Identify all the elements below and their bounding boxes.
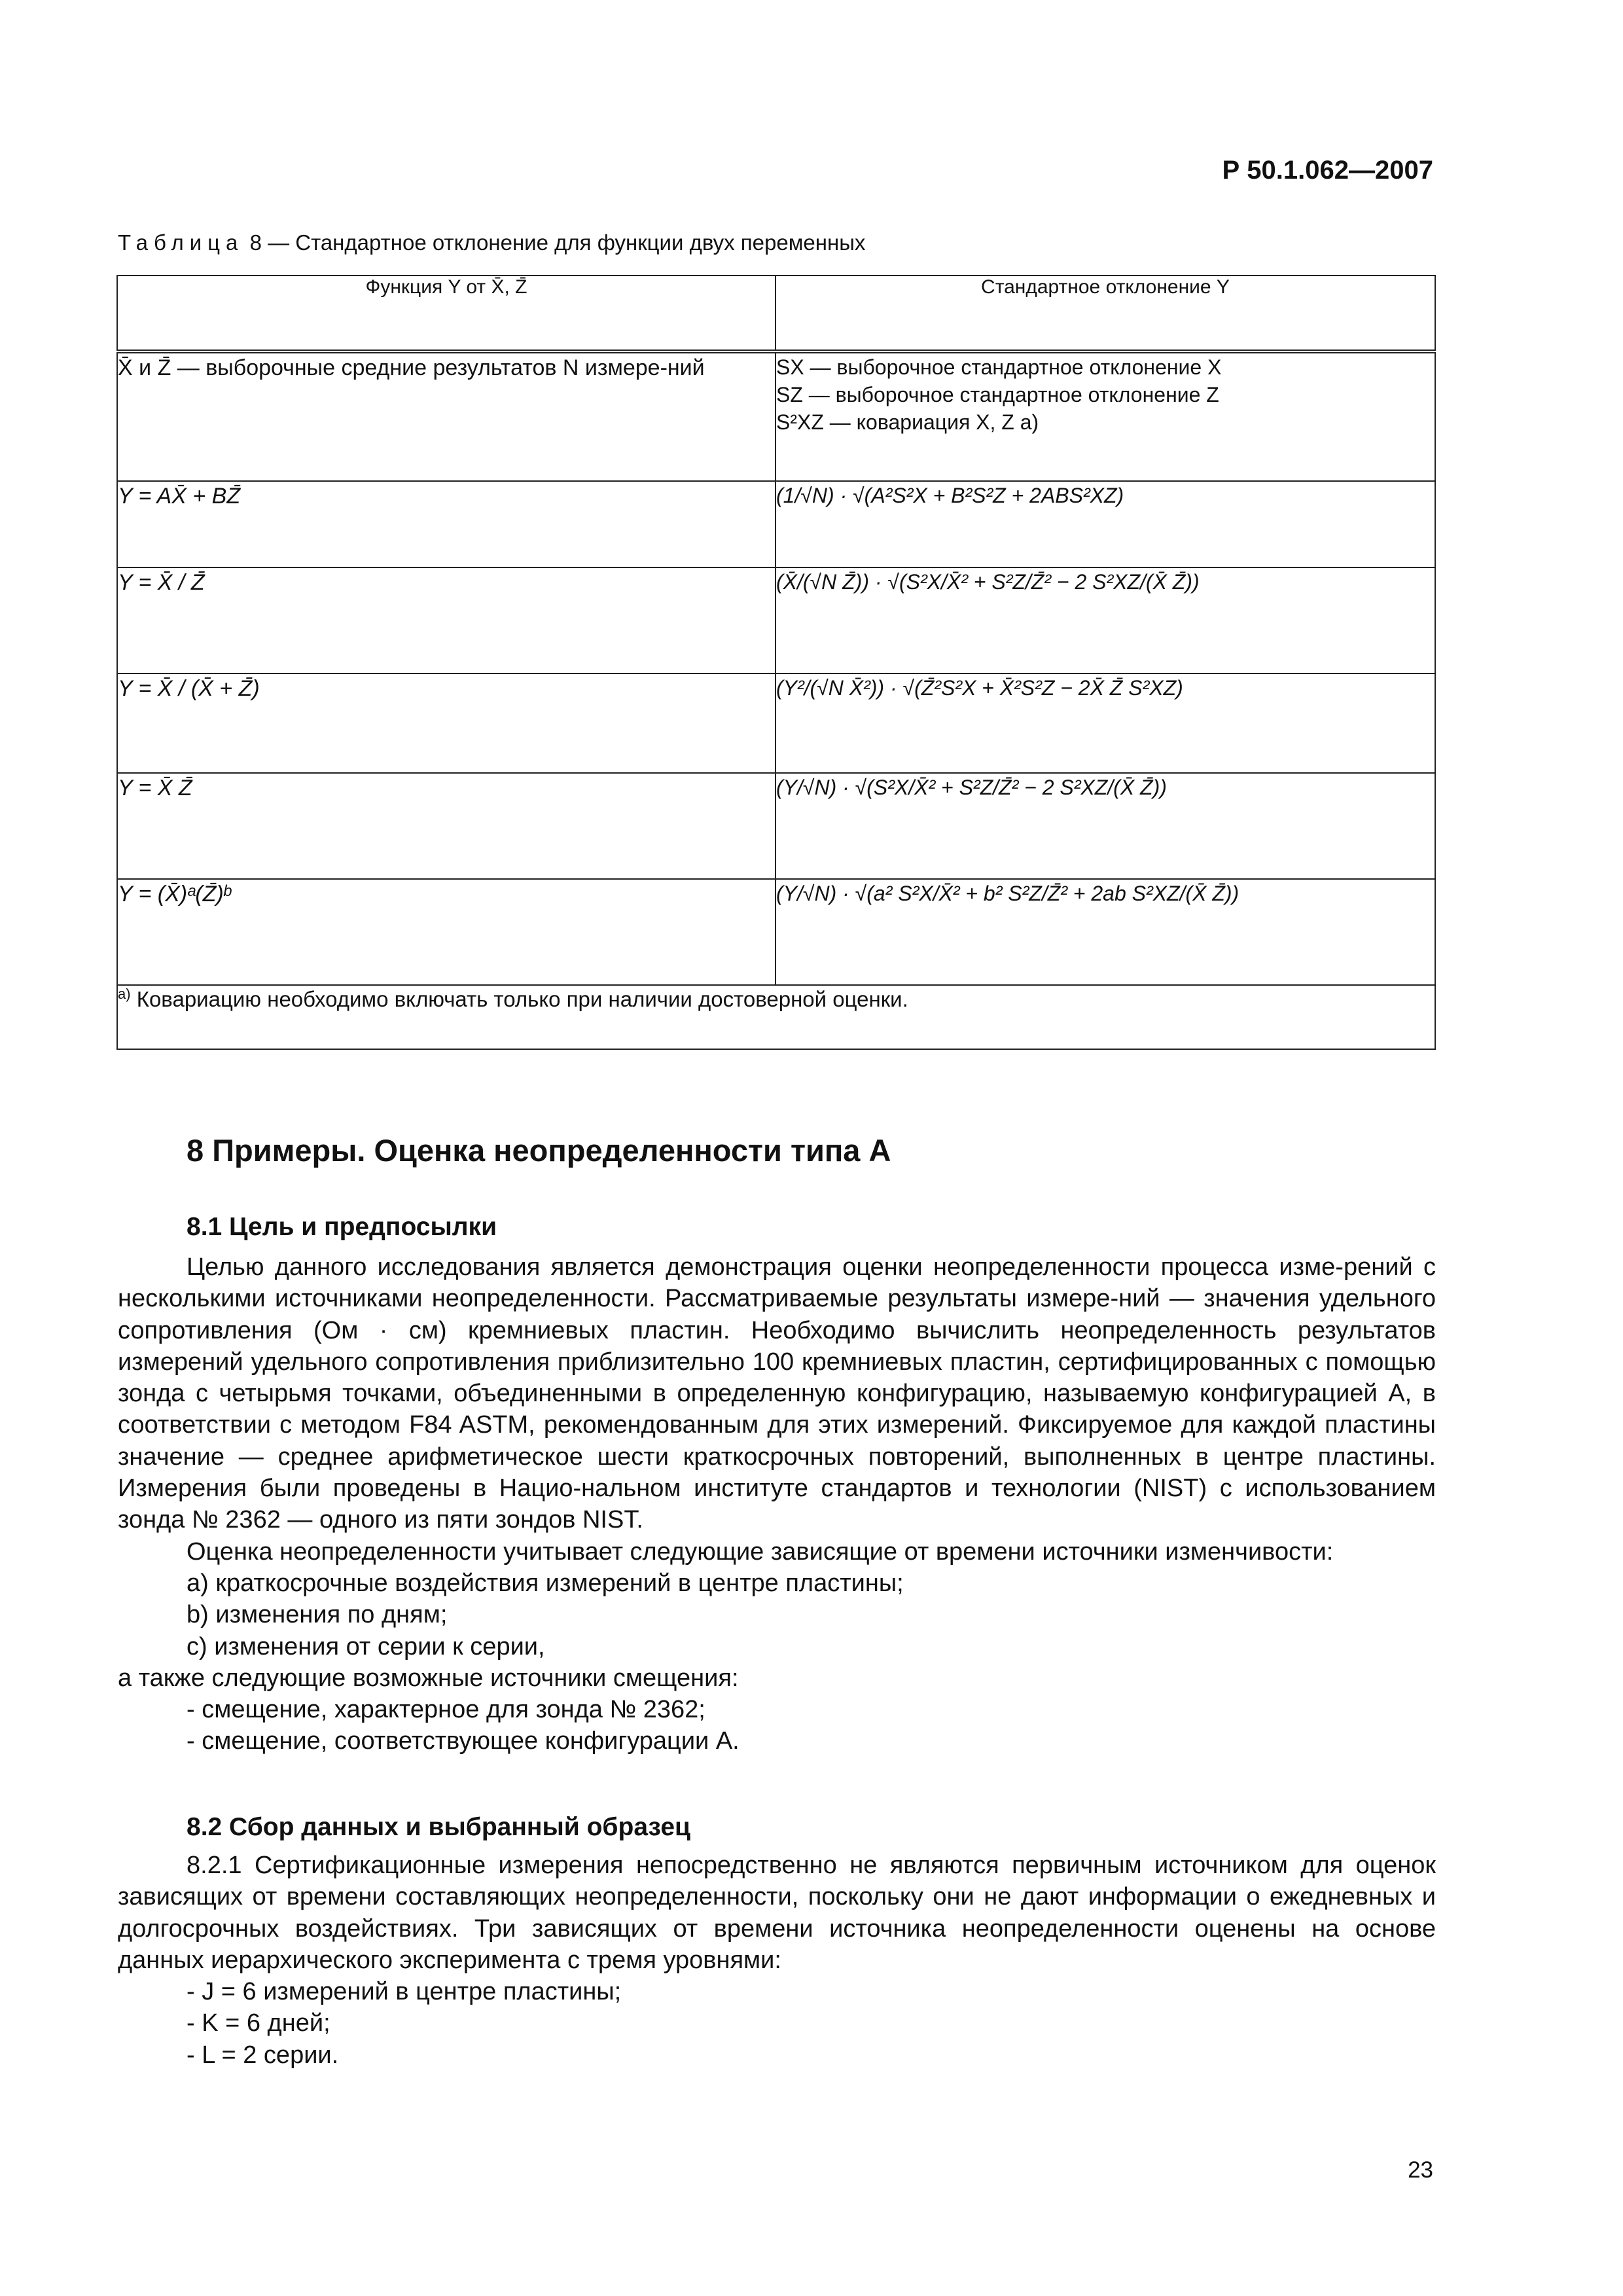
section-8-2-title: 8.2 Сбор данных и выбранный образец	[187, 1813, 691, 1841]
function-cell: Y = X̄ Z̄	[117, 773, 776, 879]
sd-cell: (Y/√N) · √(S²X/X̄² + S²Z/Z̄² − 2 S²XZ/(X̄ Z̄))	[776, 773, 1435, 879]
function-cell: Y = (X̄)ᵃ(Z̄)ᵇ	[117, 879, 776, 985]
table-caption	[118, 230, 865, 255]
section-8-title: 8 Примеры. Оценка неопределенности типа А	[187, 1133, 891, 1168]
function-cell: Y = X̄ / Z̄	[117, 567, 776, 673]
function-cell: Y = AX̄ + BZ̄	[117, 481, 776, 567]
sd-line: SZ — выборочное стандартное отклонение Z	[776, 383, 1219, 406]
list-item: - смещение, характерное для зонда № 2362;	[187, 1696, 705, 1724]
footnote-text: Ковариацию необходимо включать только при наличии достоверной оценки.	[136, 987, 908, 1011]
list-item: - K = 6 дней;	[187, 2009, 330, 2037]
document-code: Р 50.1.062—2007	[1222, 156, 1433, 185]
sd-line: SX — выборочное стандартное отклонение X	[776, 355, 1222, 379]
section-8-1-title: 8.1 Цель и предпосылки	[187, 1213, 497, 1241]
table-footnote-row	[117, 985, 1435, 1049]
table-row	[117, 773, 1435, 879]
std-deviation-table	[116, 275, 1436, 1050]
sd-cell: (Y²/(√N X̄²)) · √(Z̄²S²X + X̄²S²Z − 2X̄ Z̄ S²XZ)	[776, 673, 1435, 773]
sd-cell	[776, 351, 1435, 481]
table-caption-text: 8 — Стандартное отклонение для функции двух переменных	[249, 230, 866, 255]
list-item: c) изменения от серии к серии,	[187, 1632, 545, 1660]
sd-cell: (X̄/(√N Z̄)) · √(S²X/X̄² + S²Z/Z̄² − 2 S²XZ/(X̄ Z̄))	[776, 567, 1435, 673]
table-row	[117, 481, 1435, 567]
paragraph: Оценка неопределенности учитывает следующие зависящие от времени источники изменчивости:	[187, 1537, 1334, 1566]
list-item: a) краткосрочные воздействия измерений в центре пластины;	[187, 1569, 904, 1597]
list-item: b) изменения по дням;	[187, 1601, 448, 1629]
list-item: - смещение, соответствующее конфигурации А.	[187, 1727, 740, 1755]
function-cell: X̄ и Z̄ — выборочные средние результатов N измере-ний	[117, 351, 776, 481]
table-row	[117, 567, 1435, 673]
sd-cell: (1/√N) · √(A²S²X + B²S²Z + 2ABS²XZ)	[776, 481, 1435, 567]
section-8-1-body	[118, 1251, 1436, 1757]
sd-cell: (Y/√N) · √(a² S²X/X̄² + b² S²Z/Z̄² + 2ab S²XZ/(X̄ Z̄))	[776, 879, 1435, 985]
table-header-row	[117, 276, 1435, 351]
list-item: - J = 6 измерений в центре пластины;	[187, 1978, 622, 2006]
sd-line: S²XZ — ковариация X, Z а)	[776, 410, 1039, 434]
table-row	[117, 351, 1435, 481]
col1-header: Функция Y от X̄, Z̄	[117, 276, 776, 351]
table-caption-prefix: Таблица	[118, 230, 244, 255]
footnote-mark: а)	[118, 986, 131, 1002]
section-8-2-body	[118, 1850, 1436, 2071]
list-item: - L = 2 серии.	[187, 2041, 339, 2069]
paragraph: 8.2.1 Сертификационные измерения непосредственно не являются первичным источником для оценок зависящих от времени составляющих неопределенности, поскольку они не дают информации о ежедневных и долгосрочных воздействиях. Три зависящих от времени источника неопределенности оценены на основе данных иерархического эксперимента с тремя уровнями:	[118, 1852, 1436, 1974]
table-row	[117, 673, 1435, 773]
col2-header: Стандартное отклонение Y	[776, 276, 1435, 351]
paragraph: Целью данного исследования является демонстрация оценки неопределенности процесса изме-рений с несколькими источниками неопределенности. Рассматриваемые результаты измере-ний — значения удельного сопротивления (Ом · см) кремниевых пластин. Необходимо вычислить неопределенность результатов измерений удельного сопротивления приблизительно 100 кремниевых пластин, сертифицированных с помощью зонда с четырьмя точками, объединенными в определенную конфигурацию, называемую конфигурацией А, в соответствии с методом F84 ASTM, рекомендованным для этих измерений. Фиксируемое для каждой пластины значение — среднее арифметическое шести краткосрочных повторений, выполненных в центре пластины. Измерения были проведены в Нацио-нальном институте стандартов и технологии (NIST) с использованием зонда № 2362 — одного из пяти зондов NIST.	[118, 1253, 1436, 1534]
page-number: 23	[1408, 2157, 1433, 2183]
table-row	[117, 879, 1435, 985]
function-cell: Y = X̄ / (X̄ + Z̄)	[117, 673, 776, 773]
paragraph: а также следующие возможные источники смещения:	[118, 1664, 739, 1692]
table-footnote	[117, 985, 1435, 1049]
